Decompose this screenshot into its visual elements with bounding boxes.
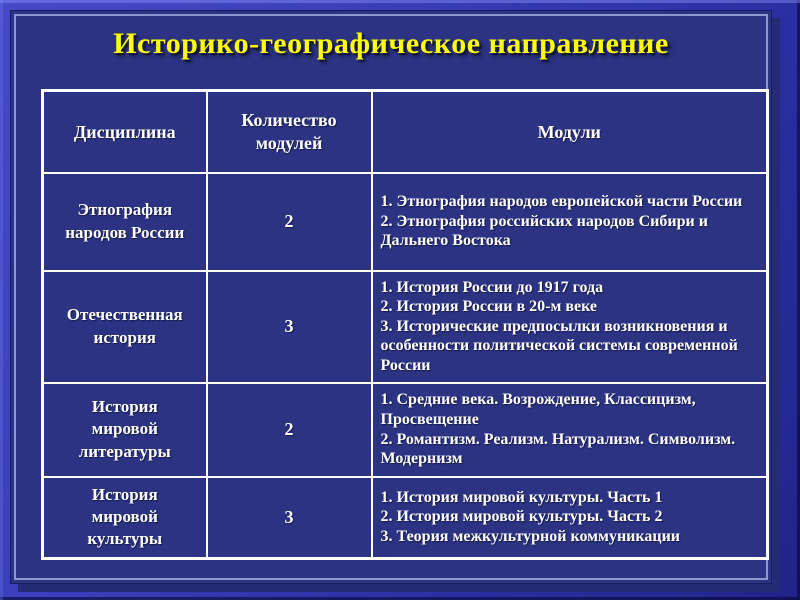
module-count-cell: 2 [207,173,372,271]
discipline-line: история [93,327,156,347]
discipline-line: История [91,397,158,417]
module-item: 3. Теория межкультурной коммуникации [380,528,681,545]
module-item: 2. Этнография российских народов Сибири и Дальнего Востока [380,212,708,250]
modules-cell [372,271,768,383]
col-header-modules: Модули [372,91,768,173]
module-item: 2. Романтизм. Реализм. Натурализм. Символизм. Модернизм [380,430,736,468]
module-item: 1. Средние века. Возрождение, Классицизм, Просвещение [380,391,696,428]
discipline-cell [43,173,207,271]
module-item: 2. История мировой культуры. Часть 2 [380,508,663,526]
module-item: 1. История России до 1917 года [380,278,604,296]
module-item: 1. Этнография народов европейской части России [380,193,743,211]
col-header-module-count: Количество модулей [207,91,372,173]
discipline-cell [43,383,207,477]
discipline-line: Этнография [77,200,173,220]
discipline-cell [43,477,207,559]
module-count-cell: 3 [207,271,372,383]
col-header-discipline: Дисциплина [43,91,207,173]
discipline-line: мировой [91,507,158,527]
discipline-line: народов России [65,222,185,242]
discipline-line: мировой [91,419,158,439]
discipline-line: культуры [87,529,163,549]
module-count-cell: 3 [207,477,372,559]
table-row [43,271,768,383]
modules-cell [372,173,768,271]
table-row [43,383,768,477]
modules-cell [372,383,768,477]
discipline-line: Отечественная [66,305,183,325]
module-item: 3. Исторические предпосылки возникновения и особенности политической системы современной России [380,317,738,374]
slide-title: Историко-географическое направление [113,27,669,60]
discipline-line: литературы [78,441,171,461]
module-count-cell: 2 [207,383,372,477]
module-item: 1. История мировой культуры. Часть 1 [380,488,663,506]
discipline-line: История [91,485,158,505]
table-header-row [43,91,768,173]
modules-cell [372,477,768,559]
table-row [43,173,768,271]
discipline-cell [43,271,207,383]
table-row [43,477,768,559]
module-item: 2. История России в 20-м веке [380,298,598,316]
modules-table [41,89,769,560]
slide-panel [10,10,772,584]
